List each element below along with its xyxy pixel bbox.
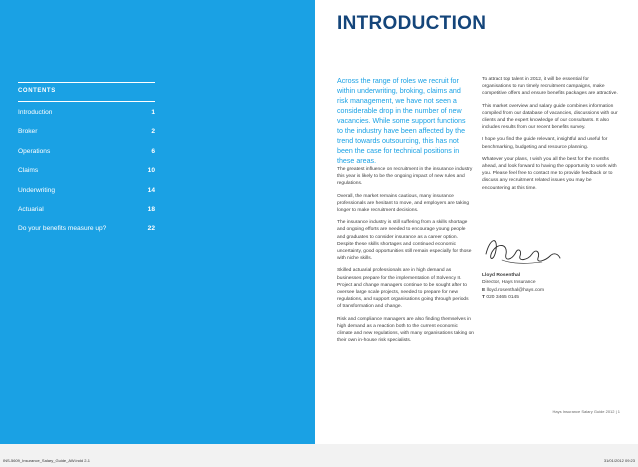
body-paragraph: Risk and compliance managers are also finding themselves in high demand as a reaction both to the current economic climate and new regulations, with many organisations taking on their own in-house risk specialists. (337, 316, 475, 344)
toc-item-label: Actuarial (18, 205, 44, 213)
body-paragraph: Overall, the market remains cautious, many insurance professionals are hesitant to move, and employers are taking longer to make recruitment decisions. (337, 193, 470, 214)
toc-item[interactable] (18, 167, 155, 186)
body-paragraph: The insurance industry is still suffering from a skills shortage and ongoing efforts are needed to encourage young people and graduates to consider insurance as a career option. Despite these skills shortages and continued economic uncertainty, good opportunities still remain especially for those with niche skills. (337, 220, 472, 262)
toc-item[interactable] (18, 225, 155, 244)
body-paragraph: Skilled actuarial professionals are in high demand as businesses prepare for the implementation of Solvency II. Project and change managers continue to be sought after to oversee large scale projects, needed to prepare for new regulations, and support organisations going through periods of transformation and change. (337, 268, 469, 310)
signatory-block (482, 272, 618, 301)
body-column-left (337, 166, 474, 349)
toc-item[interactable] (18, 148, 155, 167)
toc-item-label: Broker (18, 128, 38, 136)
toc-item-page: 10 (147, 167, 155, 175)
toc-item[interactable] (18, 187, 155, 206)
body-paragraph: The greatest influence on recruitment in the insurance industry this year is likely to be the ongoing impact of new rules and regulations. (337, 167, 473, 187)
email-label: E (482, 287, 486, 293)
toc-item-page: 1 (151, 109, 155, 116)
slug-timestamp: 31/01/2012 09:23 (603, 458, 635, 463)
slug-filename: INS-5609_Insurance_Salary_Guide_AW.indd 2-1 (3, 458, 91, 463)
toc-item-label: Do your benefits measure up? (18, 225, 107, 233)
body-column-right (482, 76, 618, 197)
phone-label: T (482, 294, 485, 300)
toc-item-label: Claims (18, 167, 39, 175)
toc-item-page: 18 (147, 205, 155, 213)
toc-top-rule (18, 82, 155, 83)
toc-list (18, 109, 155, 245)
signatory-email[interactable] (482, 287, 618, 294)
body-paragraph: I hope you find the guide relevant, insightful and useful for benchmarking, budgeting and resource planning. (482, 137, 608, 150)
signatory-title: Director, Hays Insurance (482, 280, 536, 286)
email-value[interactable]: lloyd.rosenthal@hays.com (486, 287, 545, 293)
lead-paragraph: Across the range of roles we recruit for within underwriting, broking, claims and risk management, we have not seen a considerable drop in the number of new vacancies. While some support functions to the industry have been affected by the trend towards outsourcing, this has not been the case for technical positions in these areas. (337, 77, 466, 165)
toc-item-page: 2 (151, 128, 155, 136)
print-slug (0, 444, 638, 467)
phone-value: 020 3465 0145 (486, 294, 519, 300)
signature-image (482, 230, 562, 270)
toc-item-page: 14 (147, 186, 155, 194)
body-paragraph: Whatever your plans, I wish you all the best for the months ahead, and look forward to having the opportunity to work with you. Please feel free to contact me to provide feedback or to discuss any recruitment related issues you may be encountering at this time. (482, 156, 617, 191)
signatory-phone (482, 294, 618, 301)
toc-item[interactable] (18, 109, 155, 128)
toc-title-rule (18, 101, 155, 102)
toc-item-label: Operations (18, 147, 51, 155)
toc-item[interactable] (18, 128, 155, 147)
toc-item[interactable] (18, 206, 155, 225)
contents-panel (0, 0, 315, 444)
page-title: INTRODUCTION (337, 13, 487, 34)
body-paragraph: To attract top talent in 2012, it will be essential for organisations to run timely recruitment campaigns, make competitive offers and ensure benefits packages are attractive. (482, 77, 618, 97)
body-paragraph: This market overview and salary guide combines information compiled from our database of vacancies, discussions with our clients and the expert knowledge of our consultants. It also includes results from our recent benefits survey. (482, 103, 618, 131)
toc-item-label: Underwriting (18, 186, 56, 194)
toc-item-label: Introduction (18, 109, 53, 116)
toc-title: CONTENTS (18, 88, 56, 94)
toc-item-page: 22 (147, 225, 155, 233)
page-footer: Hays Insurance Salary Guide 2012 | 1 (552, 409, 620, 414)
signatory-name: Lloyd Rosenthal (482, 273, 521, 278)
toc-item-page: 6 (151, 147, 155, 155)
